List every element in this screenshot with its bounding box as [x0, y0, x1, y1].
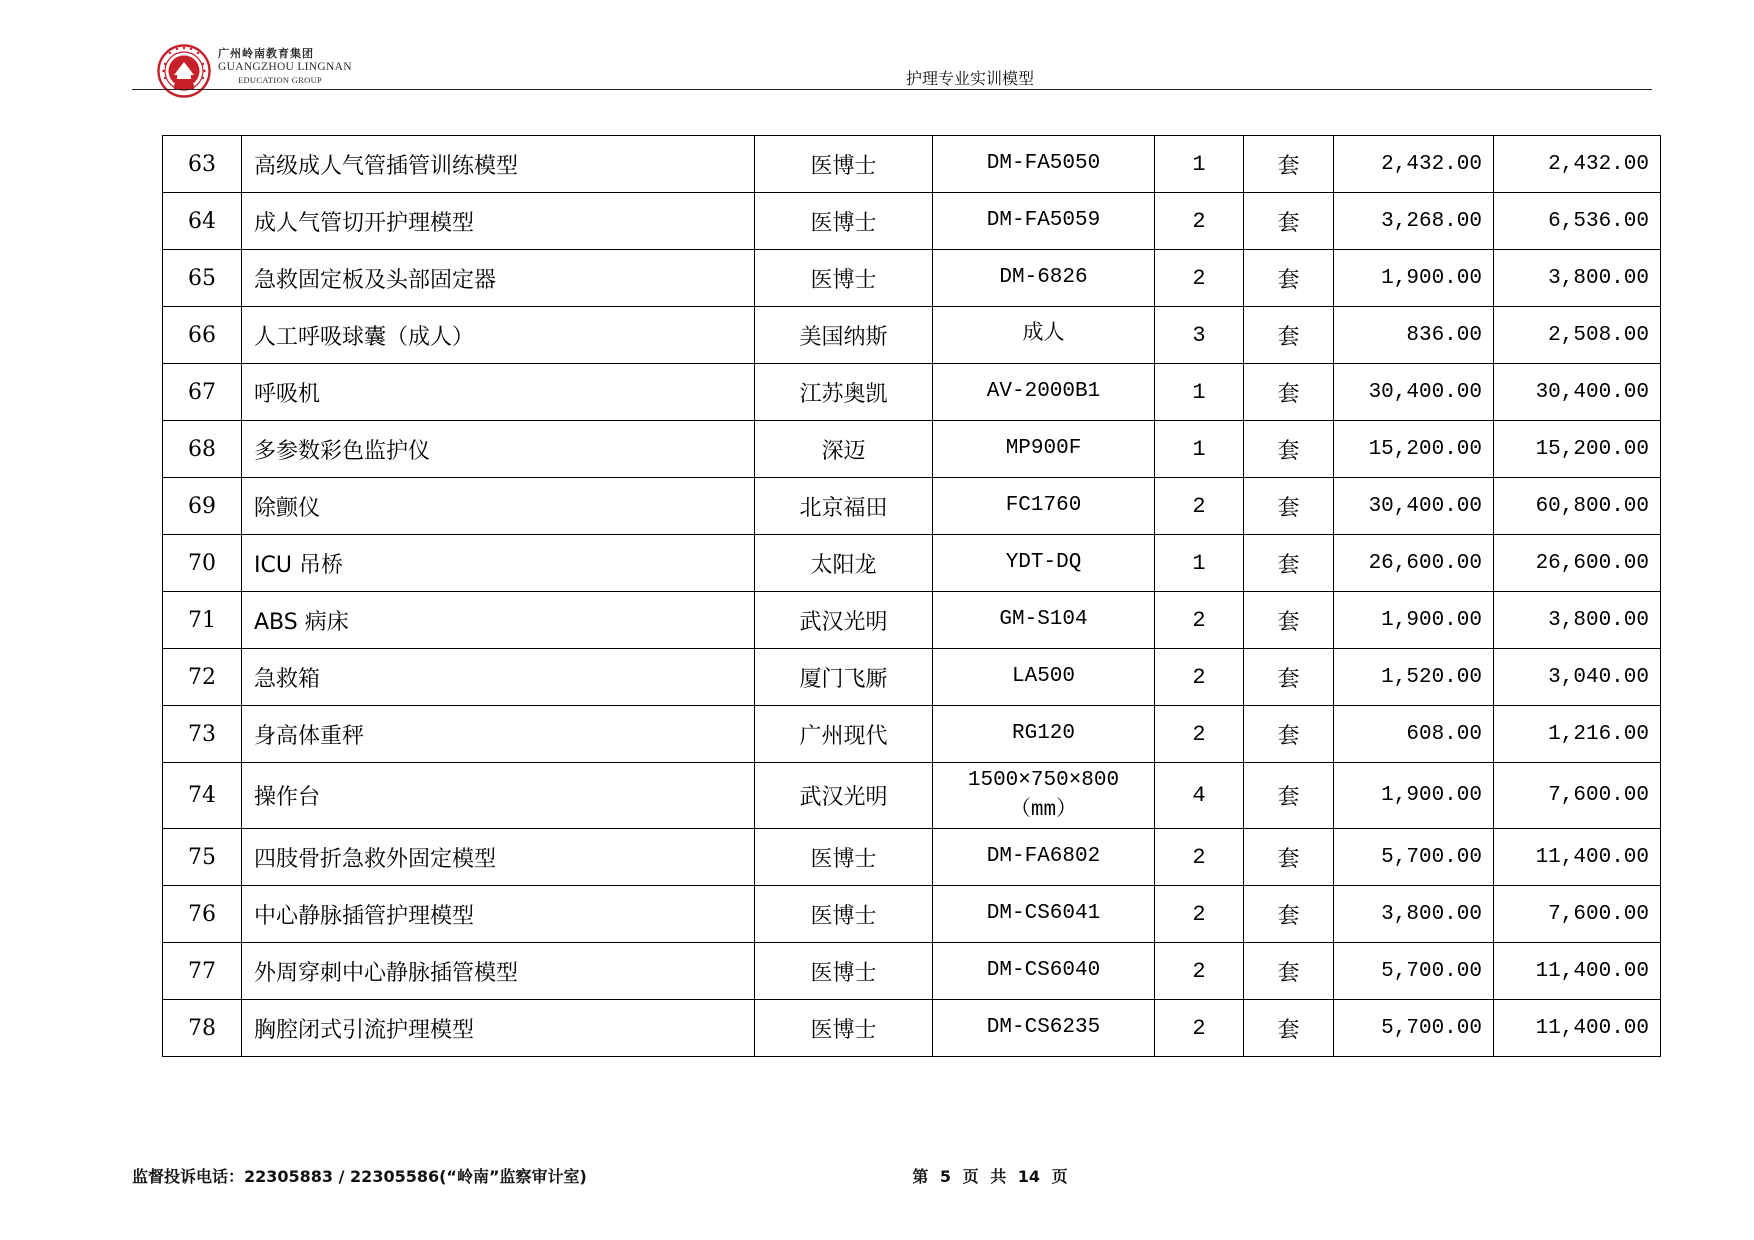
model-number-cell: DM-FA6802 — [933, 829, 1155, 886]
quantity-cell: 2 — [1155, 706, 1244, 763]
table-row — [163, 943, 1661, 1000]
unit-price-cell: 3,268.00 — [1334, 193, 1494, 250]
brand-cell: 太阳龙 — [755, 535, 933, 592]
org-name-en: GUANGZHOU LINGNAN — [218, 61, 352, 73]
quantity-cell: 2 — [1155, 592, 1244, 649]
unit-cell: 套 — [1244, 592, 1334, 649]
item-name-cell: 四肢骨折急救外固定模型 — [242, 829, 755, 886]
unit-price-cell: 30,400.00 — [1334, 364, 1494, 421]
model-number-cell: DM-CS6040 — [933, 943, 1155, 1000]
unit-price-cell: 1,520.00 — [1334, 649, 1494, 706]
table-row — [163, 364, 1661, 421]
quantity-cell: 1 — [1155, 136, 1244, 193]
unit-cell: 套 — [1244, 250, 1334, 307]
row-number-cell: 75 — [163, 829, 242, 886]
line-total-cell: 3,800.00 — [1494, 250, 1661, 307]
model-number-cell: DM-CS6041 — [933, 886, 1155, 943]
brand-cell: 医博士 — [755, 886, 933, 943]
line-total-cell: 3,040.00 — [1494, 649, 1661, 706]
quantity-cell: 4 — [1155, 763, 1244, 829]
unit-price-cell: 1,900.00 — [1334, 763, 1494, 829]
row-number-cell: 71 — [163, 592, 242, 649]
item-name-cell: 胸腔闭式引流护理模型 — [242, 1000, 755, 1057]
row-number-cell: 73 — [163, 706, 242, 763]
quantity-cell: 1 — [1155, 535, 1244, 592]
quantity-cell: 2 — [1155, 250, 1244, 307]
table-row — [163, 478, 1661, 535]
row-number-cell: 64 — [163, 193, 242, 250]
brand-cell: 深迈 — [755, 421, 933, 478]
quantity-cell: 1 — [1155, 364, 1244, 421]
quantity-cell: 2 — [1155, 478, 1244, 535]
item-name-cell: ICU 吊桥 — [242, 535, 755, 592]
quantity-cell: 3 — [1155, 307, 1244, 364]
document-title: 护理专业实训模型 — [905, 69, 1034, 88]
brand-cell: 医博士 — [755, 193, 933, 250]
line-total-cell: 26,600.00 — [1494, 535, 1661, 592]
item-name-cell: 身高体重秤 — [242, 706, 755, 763]
quantity-cell: 2 — [1155, 1000, 1244, 1057]
table-row — [163, 136, 1661, 193]
table-row — [163, 535, 1661, 592]
line-total-cell: 11,400.00 — [1494, 829, 1661, 886]
org-name-cn: 广州岭南教育集团 — [218, 47, 314, 60]
item-name-cell: 高级成人气管插管训练模型 — [242, 136, 755, 193]
quantity-cell: 2 — [1155, 649, 1244, 706]
row-number-cell: 67 — [163, 364, 242, 421]
page-header — [0, 0, 1754, 95]
model-number-cell: GM-S104 — [933, 592, 1155, 649]
unit-price-cell: 836.00 — [1334, 307, 1494, 364]
complaint-hotline: 监督投诉电话：22305883 / 22305586(“岭南”监察审计室) — [132, 1167, 587, 1186]
item-name-cell: 外周穿刺中心静脉插管模型 — [242, 943, 755, 1000]
quantity-cell: 2 — [1155, 829, 1244, 886]
row-number-cell: 70 — [163, 535, 242, 592]
table-row — [163, 250, 1661, 307]
line-total-cell: 11,400.00 — [1494, 943, 1661, 1000]
unit-price-cell: 3,800.00 — [1334, 886, 1494, 943]
org-logo-text — [218, 48, 352, 84]
brand-cell: 武汉光明 — [755, 763, 933, 829]
line-total-cell: 2,508.00 — [1494, 307, 1661, 364]
unit-cell: 套 — [1244, 1000, 1334, 1057]
unit-price-cell: 30,400.00 — [1334, 478, 1494, 535]
table-row — [163, 1000, 1661, 1057]
unit-price-cell: 1,900.00 — [1334, 592, 1494, 649]
model-number-cell: LA500 — [933, 649, 1155, 706]
table-row — [163, 421, 1661, 478]
unit-cell: 套 — [1244, 136, 1334, 193]
row-number-cell: 76 — [163, 886, 242, 943]
item-name-cell: 多参数彩色监护仪 — [242, 421, 755, 478]
page-number: 第 5 页 共 14 页 — [912, 1167, 1068, 1186]
line-total-cell: 7,600.00 — [1494, 763, 1661, 829]
unit-cell: 套 — [1244, 193, 1334, 250]
unit-price-cell: 1,900.00 — [1334, 250, 1494, 307]
brand-cell: 武汉光明 — [755, 592, 933, 649]
line-total-cell: 3,800.00 — [1494, 592, 1661, 649]
unit-cell: 套 — [1244, 763, 1334, 829]
item-name-cell: ABS 病床 — [242, 592, 755, 649]
row-number-cell: 78 — [163, 1000, 242, 1057]
model-number-line: 1500×750×800 — [967, 769, 1120, 793]
model-unit-line: （mm） — [1009, 798, 1078, 822]
unit-cell: 套 — [1244, 421, 1334, 478]
quantity-cell: 2 — [1155, 193, 1244, 250]
item-name-cell: 成人气管切开护理模型 — [242, 193, 755, 250]
row-number-cell: 66 — [163, 307, 242, 364]
line-total-cell: 30,400.00 — [1494, 364, 1661, 421]
line-total-cell: 2,432.00 — [1494, 136, 1661, 193]
quantity-cell: 2 — [1155, 943, 1244, 1000]
model-number-cell: DM-FA5059 — [933, 193, 1155, 250]
model-number-cell: MP900F — [933, 421, 1155, 478]
row-number-cell: 65 — [163, 250, 242, 307]
line-total-cell: 7,600.00 — [1494, 886, 1661, 943]
unit-price-cell: 15,200.00 — [1334, 421, 1494, 478]
model-number-cell: DM-FA5050 — [933, 136, 1155, 193]
item-name-cell: 人工呼吸球囊（成人） — [242, 307, 755, 364]
unit-cell: 套 — [1244, 364, 1334, 421]
unit-cell: 套 — [1244, 478, 1334, 535]
unit-cell: 套 — [1244, 886, 1334, 943]
unit-cell: 套 — [1244, 706, 1334, 763]
org-name-en-sub: EDUCATION GROUP — [238, 74, 323, 85]
table-row — [163, 592, 1661, 649]
row-number-cell: 68 — [163, 421, 242, 478]
item-name-cell: 呼吸机 — [242, 364, 755, 421]
item-name-cell: 急救箱 — [242, 649, 755, 706]
model-number-cell: YDT-DQ — [933, 535, 1155, 592]
quantity-cell: 1 — [1155, 421, 1244, 478]
brand-cell: 医博士 — [755, 250, 933, 307]
line-total-cell: 1,216.00 — [1494, 706, 1661, 763]
item-name-cell: 操作台 — [242, 763, 755, 829]
brand-cell: 医博士 — [755, 829, 933, 886]
unit-price-cell: 5,700.00 — [1334, 943, 1494, 1000]
unit-cell: 套 — [1244, 649, 1334, 706]
row-number-cell: 63 — [163, 136, 242, 193]
brand-cell: 北京福田 — [755, 478, 933, 535]
unit-price-cell: 5,700.00 — [1334, 829, 1494, 886]
table-row — [163, 706, 1661, 763]
line-total-cell: 15,200.00 — [1494, 421, 1661, 478]
item-name-cell: 除颤仪 — [242, 478, 755, 535]
table-row — [163, 307, 1661, 364]
unit-cell: 套 — [1244, 943, 1334, 1000]
table-row — [163, 193, 1661, 250]
model-number-cell: 成人 — [933, 307, 1155, 364]
unit-cell: 套 — [1244, 829, 1334, 886]
model-number-cell: FC1760 — [933, 478, 1155, 535]
item-name-cell: 急救固定板及头部固定器 — [242, 250, 755, 307]
quantity-cell: 2 — [1155, 886, 1244, 943]
brand-cell: 医博士 — [755, 943, 933, 1000]
model-number-cell: DM-6826 — [933, 250, 1155, 307]
model-number-cell: AV-2000B1 — [933, 364, 1155, 421]
brand-cell: 医博士 — [755, 136, 933, 193]
unit-price-cell: 608.00 — [1334, 706, 1494, 763]
equipment-table — [162, 135, 1661, 1057]
brand-cell: 美国纳斯 — [755, 307, 933, 364]
table-row — [163, 886, 1661, 943]
line-total-cell: 60,800.00 — [1494, 478, 1661, 535]
unit-cell: 套 — [1244, 307, 1334, 364]
row-number-cell: 77 — [163, 943, 242, 1000]
line-total-cell: 6,536.00 — [1494, 193, 1661, 250]
unit-price-cell: 2,432.00 — [1334, 136, 1494, 193]
table-row — [163, 829, 1661, 886]
brand-cell: 厦门飞厮 — [755, 649, 933, 706]
unit-cell: 套 — [1244, 535, 1334, 592]
line-total-cell: 11,400.00 — [1494, 1000, 1661, 1057]
header-divider — [132, 89, 1652, 90]
brand-cell: 广州现代 — [755, 706, 933, 763]
row-number-cell: 74 — [163, 763, 242, 829]
table-row — [163, 763, 1661, 829]
item-name-cell: 中心静脉插管护理模型 — [242, 886, 755, 943]
brand-cell: 医博士 — [755, 1000, 933, 1057]
row-number-cell: 69 — [163, 478, 242, 535]
model-number-cell: DM-CS6235 — [933, 1000, 1155, 1057]
unit-price-cell: 26,600.00 — [1334, 535, 1494, 592]
brand-cell: 江苏奥凯 — [755, 364, 933, 421]
equipment-table-body — [163, 136, 1661, 1057]
table-row — [163, 649, 1661, 706]
model-number-cell — [933, 763, 1155, 829]
row-number-cell: 72 — [163, 649, 242, 706]
unit-price-cell: 5,700.00 — [1334, 1000, 1494, 1057]
model-number-cell: RG120 — [933, 706, 1155, 763]
